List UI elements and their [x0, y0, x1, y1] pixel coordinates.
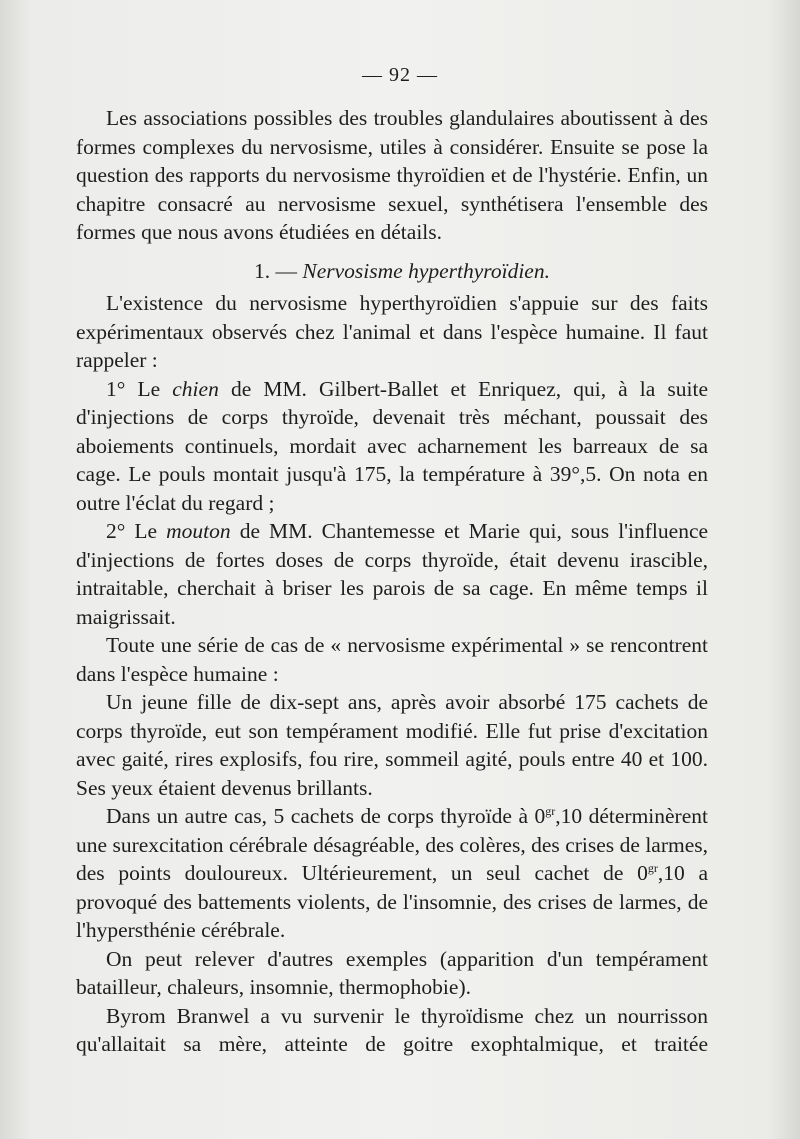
text-fragment: ,10 a provoqué des battements violents, de l'insomnie, des crises de larmes, de l'hypersthénie cérébrale. — [76, 861, 708, 942]
item-prefix: Le — [137, 376, 161, 401]
superscript-gr: gr — [545, 804, 556, 818]
paragraph-chien — [76, 375, 708, 518]
item-text: de MM. Gilbert-Ballet et Enriquez, qui, à la suite d'injections de corps thyroïde, devenait très méchant, poussait des aboiements continuels, mordait avec acharnement les barreaux de sa cage. Le pouls montait jusqu'à 175, la température à 39°,5. On nota en outre l'éclat du regard ; — [76, 376, 709, 515]
item-text: de MM. Chantemesse et Marie qui, sous l'influence d'injections de fortes doses de corps thyroïde, était devenu irascible, intraitable, cherchait à briser les parois de sa cage. En même temps il maigrissait. — [76, 519, 709, 629]
paragraph-existence: L'existence du nervosisme hyperthyroïdien s'appuie sur des faits expérimentaux observés chez l'animal et dans l'espèce humaine. Il faut rappeler : — [76, 291, 708, 372]
page-body — [76, 104, 708, 1059]
paragraph-serie: Toute une série de cas de « nervosisme expérimental » se rencontrent dans l'espèce humaine : — [76, 633, 708, 686]
item-number: 2° — [106, 519, 126, 543]
text-fragment: Dans un autre cas, 5 cachets de corps thyroïde à 0 — [106, 804, 546, 828]
emphasis-mouton: mouton — [166, 519, 231, 543]
section-number: 1. — — [254, 258, 297, 283]
paragraph-autre-cas — [76, 802, 708, 945]
item-prefix: Le — [134, 519, 158, 543]
page-number: — 92 — — [362, 64, 438, 86]
paragraph-exemples: On peut relever d'autres exemples (apparition d'un tempérament batailleur, chaleurs, insomnie, thermophobie). — [76, 946, 708, 999]
item-number: 1° — [106, 376, 126, 401]
paragraph-byrom: Byrom Branwel a vu survenir le thyroïdisme chez un nourrisson qu'allaitait sa mère, atteinte de goitre exophtalmique, et traitée — [76, 1003, 708, 1056]
section-title: Nervosisme hyperthyroïdien. — [302, 258, 550, 283]
paragraph-jeune-fille: Un jeune fille de dix-sept ans, après avoir absorbé 175 cachets de corps thyroïde, eut son tempérament modifié. Elle fut prise d'excitation avec gaité, rires explosifs, fou rire, sommeil agité, pouls entre 40 et 100. Ses yeux étaient devenus brillants. — [76, 690, 708, 800]
superscript-gr: gr — [647, 861, 658, 875]
paragraph-mouton — [76, 517, 708, 631]
text-fragment: ,10 déterminèrent une surexcitation cérébrale désagréable, des colères, des crises de larmes, des points douloureux. Ultérieurement, un seul cachet de 0 — [76, 804, 708, 885]
intro-paragraph: Les associations possibles des troubles glandulaires aboutissent à des formes complexes du nervosisme, utiles à considérer. Ensuite se pose la question des rapports du nervosisme thyroïdien et de l'hystérie. Enfin, un chapitre consacré au nervosisme sexuel, synthétisera l'ensemble des formes que nous avons étudiées en détails. — [76, 106, 708, 244]
emphasis-chien: chien — [172, 376, 219, 401]
section-heading — [76, 257, 708, 286]
